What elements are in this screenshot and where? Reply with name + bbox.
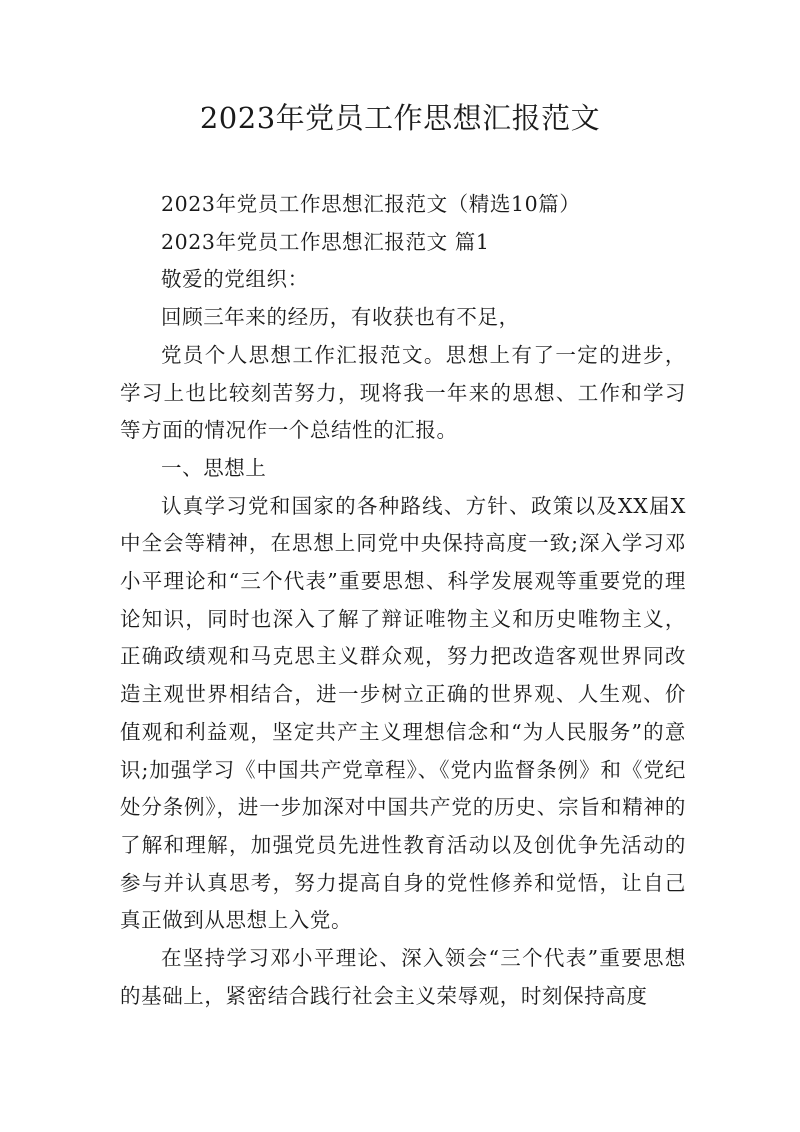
paragraph-subtitle: 2023年党员工作思想汇报范文（精选10篇） bbox=[161, 192, 581, 216]
paragraph-thought-body: 认真学习党和国家的各种路线、方针、政策以及XX届X中全会等精神，在思想上同党中央保持高度一致;深入学习邓小平理论和“三个代表”重要思想、科学发展观等重要党的理论知识，同时也深入了解了辩证唯物主义和历史唯物主义，正确政绩观和马克思主义群众观，努力把改造客观世界同改造主观世界相结合，进一步树立正确的世界观、人生观、价值观和利益观，坚定共产主义理想信念和“为人民服务”的意识;加强学习《中国共产党章程》、《党内监督条例》和《党纪处分条例》，进一步加深对中国共产党的历史、宗旨和精神的了解和理解，加强党员先进性教育活动以及创优争先活动的参与并认真思考，努力提高自身的党性修养和觉悟，让自己真正做到从思想上入党。 bbox=[120, 493, 686, 933]
paragraph-summary: 党员个人思想工作汇报范文。思想上有了一定的进步，学习上也比较刻苦努力，现将我一年来的思想、工作和学习等方面的情况作一个总结性的汇报。 bbox=[120, 342, 686, 443]
paragraph-heading-thought: 一、思想上 bbox=[161, 455, 267, 480]
document-title: 2023年党员工作思想汇报范文 bbox=[199, 101, 601, 135]
paragraph-continuation: 在坚持学习邓小平理论、深入领会“三个代表”重要思想的基础上，紧密结合践行社会主义荣辱观，时刻保持高度 bbox=[120, 946, 686, 1008]
document-body bbox=[120, 186, 686, 1015]
paragraph-intro: 回顾三年来的经历，有收获也有不足， bbox=[161, 305, 520, 330]
paragraph-section-heading: 2023年党员工作思想汇报范文 篇1 bbox=[161, 229, 490, 254]
paragraph-salutation: 敬爱的党组织： bbox=[161, 267, 309, 292]
